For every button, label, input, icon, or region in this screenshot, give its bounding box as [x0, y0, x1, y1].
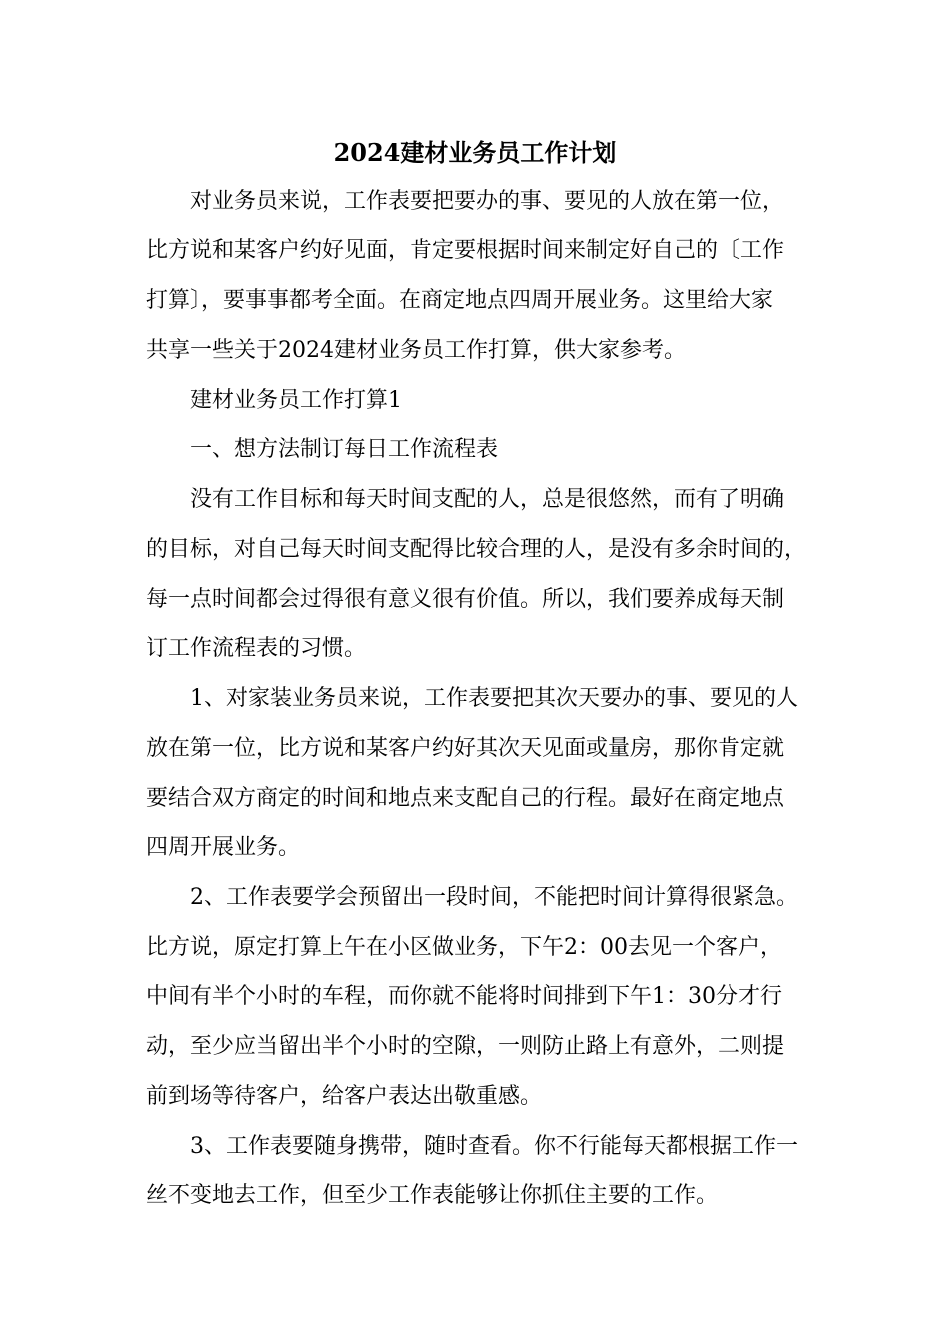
paragraph-line: 订工作流程表的习惯。 — [146, 636, 367, 661]
paragraph-line: 四周开展业务。 — [146, 835, 301, 860]
paragraph-line: 的目标，对自己每天时间支配得比较合理的人，是没有多余时间的， — [146, 537, 807, 562]
section-heading: 建材业务员工作打算1 — [190, 388, 402, 413]
subsection-heading: 一、想方法制订每日工作流程表 — [190, 437, 499, 462]
paragraph-line: 动，至少应当留出半个小时的空隙，一则防止路上有意外，二则提 — [146, 1034, 785, 1059]
paragraph-line: 1、对家装业务员来说，工作表要把其次天要办的事、要见的人 — [190, 686, 798, 711]
paragraph-line: 要结合双方商定的时间和地点来支配自己的行程。最好在商定地点 — [146, 786, 785, 811]
paragraph-line: 打算〕，要事事都考全面。在商定地点四周开展业务。这里给大家 — [146, 288, 774, 313]
paragraph-line: 没有工作目标和每天时间支配的人，总是很悠然，而有了明确 — [190, 487, 785, 512]
paragraph-line: 比方说，原定打算上午在小区做业务，下午2：00去见一个客户， — [146, 935, 782, 960]
paragraph-line: 中间有半个小时的车程，而你就不能将时间排到下午1：30分才行 — [146, 984, 782, 1009]
paragraph-line: 2、工作表要学会预留出一段时间，不能把时间计算得很紧急。 — [190, 885, 798, 910]
paragraph-line: 比方说和某客户约好见面，肯定要根据时间来制定好自己的〔工作 — [146, 238, 785, 263]
paragraph-line: 共享一些关于2024建材业务员工作打算，供大家参考。 — [146, 338, 686, 363]
paragraph-line: 对业务员来说，工作表要把要办的事、要见的人放在第一位， — [190, 189, 785, 214]
paragraph-line: 放在第一位，比方说和某客户约好其次天见面或量房，那你肯定就 — [146, 736, 785, 761]
paragraph-line: 3、工作表要随身携带，随时查看。你不行能每天都根据工作一 — [190, 1134, 798, 1159]
paragraph-line: 每一点时间都会过得很有意义很有价值。所以，我们要养成每天制 — [146, 587, 785, 612]
paragraph-line: 丝不变地去工作，但至少工作表能够让你抓住主要的工作。 — [146, 1183, 719, 1208]
paragraph-line: 前到场等待客户，给客户表达出敬重感。 — [146, 1084, 543, 1109]
document-title: 2024建材业务员工作计划 — [333, 138, 617, 167]
